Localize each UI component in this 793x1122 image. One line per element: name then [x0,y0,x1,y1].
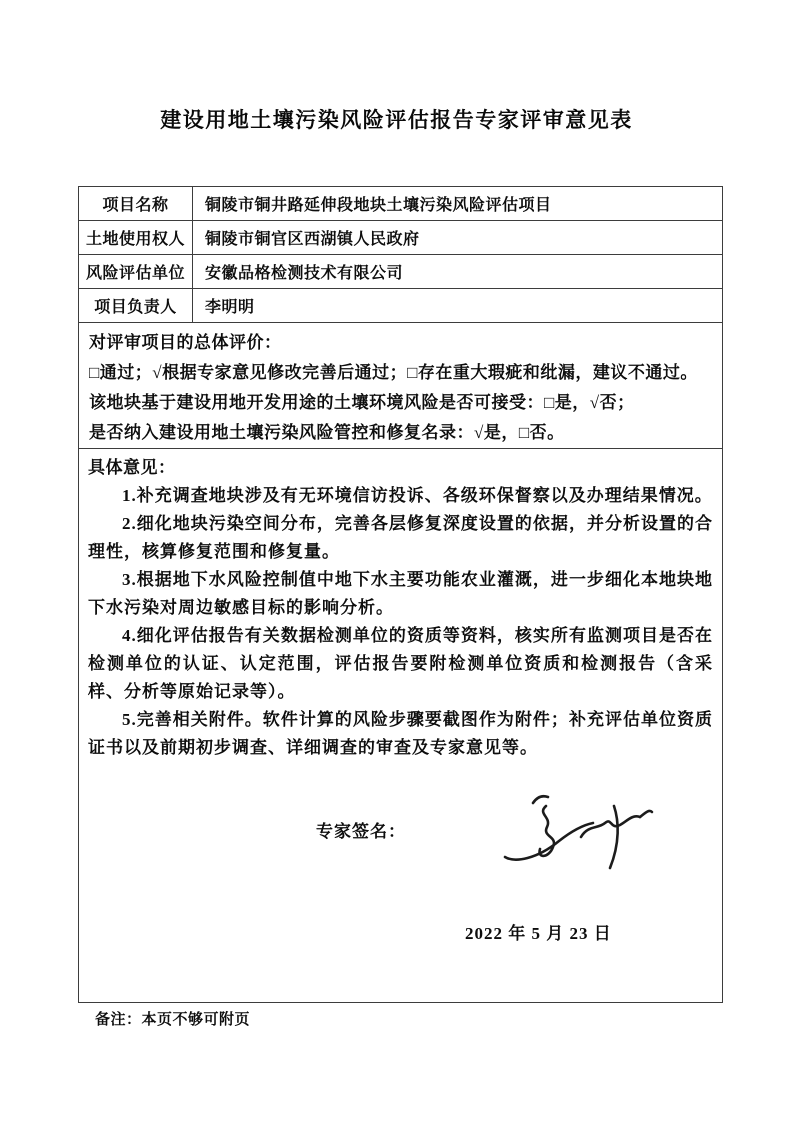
opinion-item-1: 1.补充调查地块涉及有无环境信访投诉、各级环保督察以及办理结果情况。 [122,486,713,505]
opinions-heading: 具体意见： [88,458,176,477]
evaluation-pass-options: □通过；√根据专家意见修改完善后通过；□存在重大瑕疵和纰漏，建议不通过。 [89,363,698,382]
opinion-item-2: 2.细化地块污染空间分布，完善各层修复深度设置的依据，并分析设置的合理性，核算修复范围和修复量。 [88,514,713,561]
table-row-assessment-unit [79,255,722,289]
review-date: 2022 年 5 月 23 日 [465,924,612,943]
opinion-item-3: 3.根据地下水风险控制值中地下水主要功能农业灌溉，进一步细化本地块地下水污染对周边敏感目标的影响分析。 [88,570,713,617]
project-name-value: 铜陵市铜井路延伸段地块土壤污染风险评估项目 [205,197,552,214]
page-title: 建设用地土壤污染风险评估报告专家评审意见表 [160,108,633,132]
land-owner-value: 铜陵市铜官区西湖镇人民政府 [205,231,420,248]
table-row-land-owner [79,221,722,255]
evaluation-risk-acceptable: 该地块基于建设用地开发用途的土壤环境风险是否可接受：□是，√否； [89,393,635,412]
table-row-project-name [79,187,722,221]
table-row-project-leader [79,289,722,323]
project-leader-value: 李明明 [205,299,255,316]
opinion-item-4: 4.细化评估报告有关数据检测单位的资质等资料，核实所有监测项目是否在检测单位的认证、认定范围，评估报告要附检测单位资质和检测报告（含采样、分析等原始记录等）。 [88,626,713,701]
assessment-unit-value: 安徽品格检测技术有限公司 [205,265,404,282]
handwritten-signature-icon [497,781,657,886]
footer-remark: 备注：本页不够可附页 [95,1012,251,1028]
opinion-item-5: 5.完善相关附件。软件计算的风险步骤要截图作为附件；补充评估单位资质证书以及前期初步调查、详细调查的审查及专家意见等。 [88,710,713,757]
detailed-opinions-cell [79,449,722,1002]
project-name-label: 项目名称 [79,187,193,220]
assessment-unit-label: 风险评估单位 [79,255,193,288]
land-owner-label: 土地使用权人 [79,221,193,254]
evaluation-heading: 对评审项目的总体评价： [89,333,282,352]
review-form-table [78,186,723,1003]
overall-evaluation-cell [79,323,722,449]
evaluation-remediation-list: 是否纳入建设用地土壤污染风险管控和修复名录：√是，□否。 [89,423,565,442]
expert-signature-label: 专家签名： [316,822,406,841]
project-leader-label: 项目负责人 [79,289,193,322]
